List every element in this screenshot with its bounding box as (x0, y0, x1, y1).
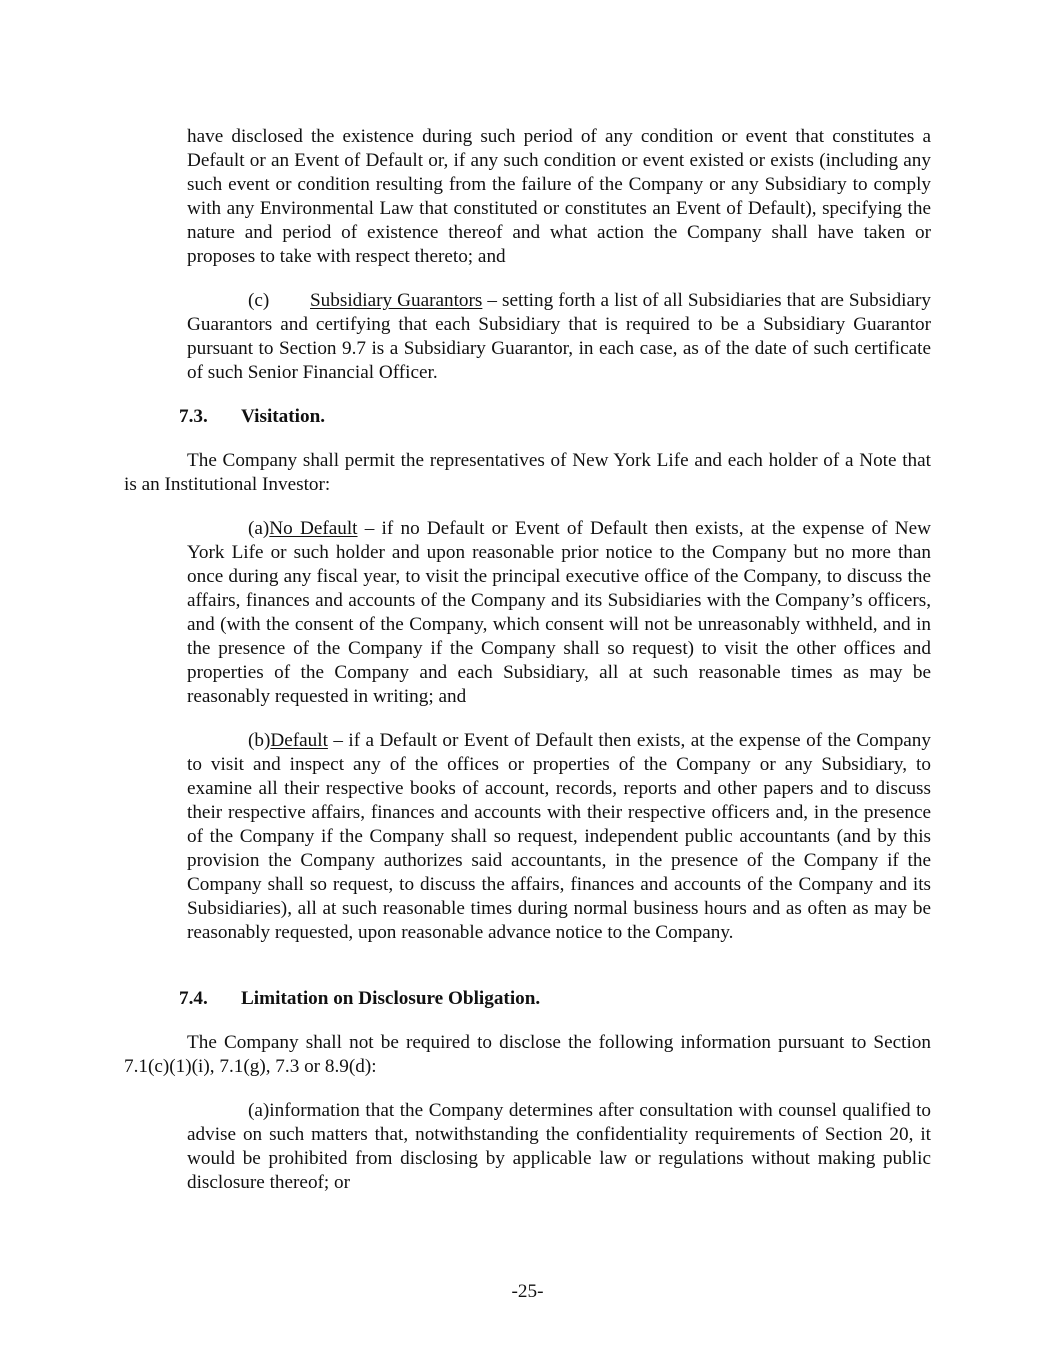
page-number: -25- (511, 1281, 544, 1302)
item-b-title: Default (270, 730, 328, 751)
item-a-no-default (187, 517, 931, 709)
item-a2-text: information that the Company determines after consultation with counsel qualified to advise on such matters that, notwithstanding the confidentiality requirements of Section 20, it would be prohibited from disclosing by applicable law or regulations without making public disclosure thereof; or (187, 1100, 931, 1193)
section-7-3-heading (179, 405, 325, 429)
continued-paragraph: have disclosed the existence during such period of any condition or event that constitutes a Default or an Event of Default or, if any such condition or event existed or exists (including any such event or condition resulting from the failure of the Company or any Subsidiary to comply with any Environmental Law that constituted or constitutes an Event of Default), specifying the nature and period of existence thereof and what action the Company shall have taken or proposes to take with respect thereto; and (187, 126, 931, 267)
item-a-title: No Default (269, 518, 358, 539)
item-a-text: – if no Default or Event of Default then exists, at the expense of New York Life or such holder and upon reasonable prior notice to the Company but no more than once during any fiscal year, to visit the principal executive office of the Company, to discuss the affairs, finances and accounts of the Company and its Subsidiaries with the Company’s officers, and (with the consent of the Company, which consent will not be unreasonably withheld, and in the presence of the Company if the Company shall so request) to visit the other offices and properties of the Company and each Subsidiary, all at such reasonable times as may be reasonably requested in writing; and (187, 518, 931, 707)
item-b-text: – if a Default or Event of Default then exists, at the expense of the Company to visit and inspect any of the offices or properties of the Company or any Subsidiary, to examine all their respective books of account, records, reports and other papers and to discuss their respective affairs, finances and accounts with their respective officers and, in the presence of the Company if the Company shall so request, independent public accountants (and by this provision the Company authorizes said accountants, in the presence of the Company if the Company shall so request, to discuss the affairs, finances and accounts of the Company and its Subsidiaries), all at such reasonable times during normal business hours and as often as may be reasonably requested, upon reasonable advance notice to the Company. (187, 730, 931, 943)
item-a-information (187, 1099, 931, 1195)
item-a2-label: (a) (248, 1100, 270, 1121)
item-c-title: Subsidiary Guarantors (310, 290, 483, 311)
section-7-4-number: 7.4. (179, 988, 208, 1009)
section-7-3-number: 7.3. (179, 406, 208, 427)
section-7-4-intro: The Company shall not be required to disclose the following information pursuant to Section 7.1(c)(1)(i), 7.1(g), 7.3 or 8.9(d): (124, 1032, 931, 1077)
item-b-label: (b) (248, 730, 271, 751)
item-c-label: (c) (248, 290, 270, 311)
item-a-label: (a) (248, 518, 270, 539)
section-7-3-intro: The Company shall permit the representatives of New York Life and each holder of a Note that is an Institutional Investor: (124, 450, 931, 495)
item-c-text: – setting forth a list of all Subsidiaries that are Subsidiary Guarantors and certifying that each Subsidiary that is required to be a Subsidiary Guarantor pursuant to Section 9.7 is a Subsidiary Guarantor, in each case, as of the date of such certificate of such Senior Financial Officer. (187, 290, 931, 383)
item-c-subsidiary-guarantors (187, 289, 931, 385)
section-7-4-title: Limitation on Disclosure Obligation. (241, 988, 541, 1009)
section-7-3-title: Visitation. (241, 406, 326, 427)
item-b-default (187, 729, 931, 945)
section-7-4-heading (179, 987, 540, 1011)
